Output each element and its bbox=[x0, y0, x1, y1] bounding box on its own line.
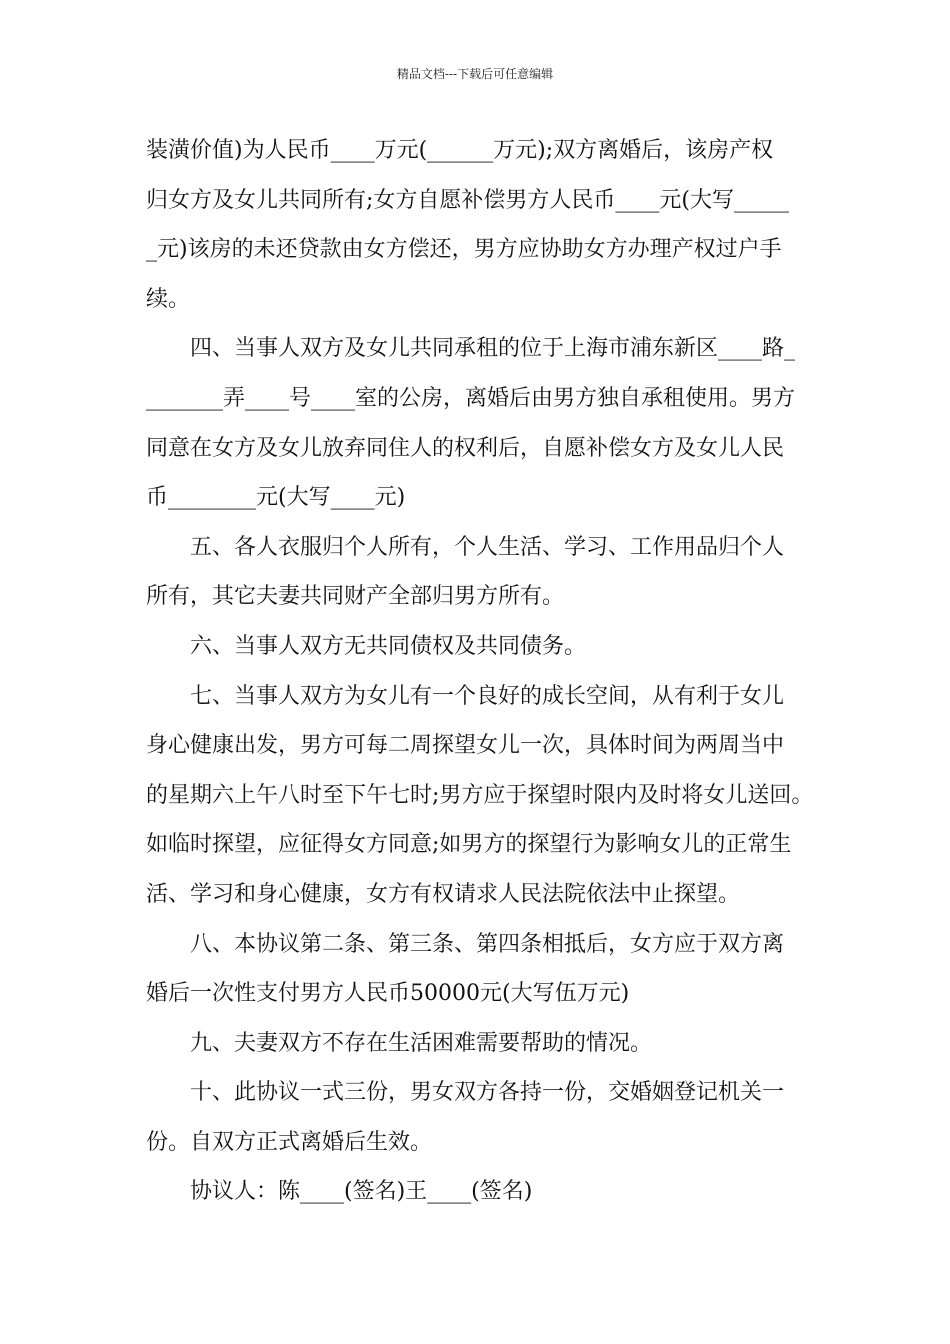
page-header: 精品文档---下载后可任意编辑 bbox=[396, 67, 554, 81]
document-body bbox=[146, 126, 816, 1217]
text-line: _______弄____号____室的公房，离婚后由男方独自承租使用。男方 bbox=[146, 385, 796, 411]
clause-seven-line: 七、当事人双方为女儿有一个良好的成长空间，从有利于女儿 bbox=[190, 683, 785, 709]
text-line: 活、学习和身心健康，女方有权请求人民法院依法中止探望。 bbox=[146, 881, 741, 907]
text-line: 身心健康出发，男方可每二周探望女儿一次，具体时间为两周当中 bbox=[146, 733, 785, 759]
text-line: 归女方及女儿共同所有;女方自愿补偿男方人民币____元(大写_____ bbox=[146, 187, 789, 213]
text-line: 所有，其它夫妻共同财产全部归男方所有。 bbox=[146, 584, 565, 610]
clause-five-line: 五、各人衣服归个人所有，个人生活、学习、工作用品归个人 bbox=[190, 534, 785, 560]
text-line: _元)该房的未还贷款由女方偿还，男方应协助女方办理产权过户手 bbox=[146, 237, 782, 263]
clause-six-line: 六、当事人双方无共同债权及共同债务。 bbox=[190, 633, 587, 659]
text-line: 续。 bbox=[146, 286, 191, 312]
clause-nine-line: 九、夫妻双方不存在生活困难需要帮助的情况。 bbox=[190, 1030, 653, 1056]
signature-line: 协议人：陈____(签名)王____(签名) bbox=[190, 1179, 533, 1205]
text-line: 婚后一次性支付男方人民币50000元(大写伍万元) bbox=[146, 981, 630, 1007]
clause-four-line: 四、当事人双方及女儿共同承租的位于上海市浦东新区____路_ bbox=[190, 336, 796, 362]
text-line: 同意在女方及女儿放弃同住人的权利后，自愿补偿女方及女儿人民 bbox=[146, 435, 785, 461]
text-line: 币________元(大写____元) bbox=[146, 485, 406, 511]
clause-ten-line: 十、此协议一式三份，男女双方各持一份，交婚姻登记机关一 bbox=[190, 1080, 785, 1106]
text-line: 的星期六上午八时至下午七时;男方应于探望时限内及时将女儿送回。 bbox=[146, 782, 814, 808]
text-line: 装潢价值)为人民币____万元(______万元);双方离婚后，该房产权 bbox=[146, 138, 774, 163]
text-line: 如临时探望，应征得女方同意;如男方的探望行为影响女儿的正常生 bbox=[146, 832, 792, 858]
text-line: 份。自双方正式离婚后生效。 bbox=[146, 1129, 433, 1155]
clause-eight-line: 八、本协议第二条、第三条、第四条相抵后，女方应于双方离 bbox=[190, 931, 785, 957]
